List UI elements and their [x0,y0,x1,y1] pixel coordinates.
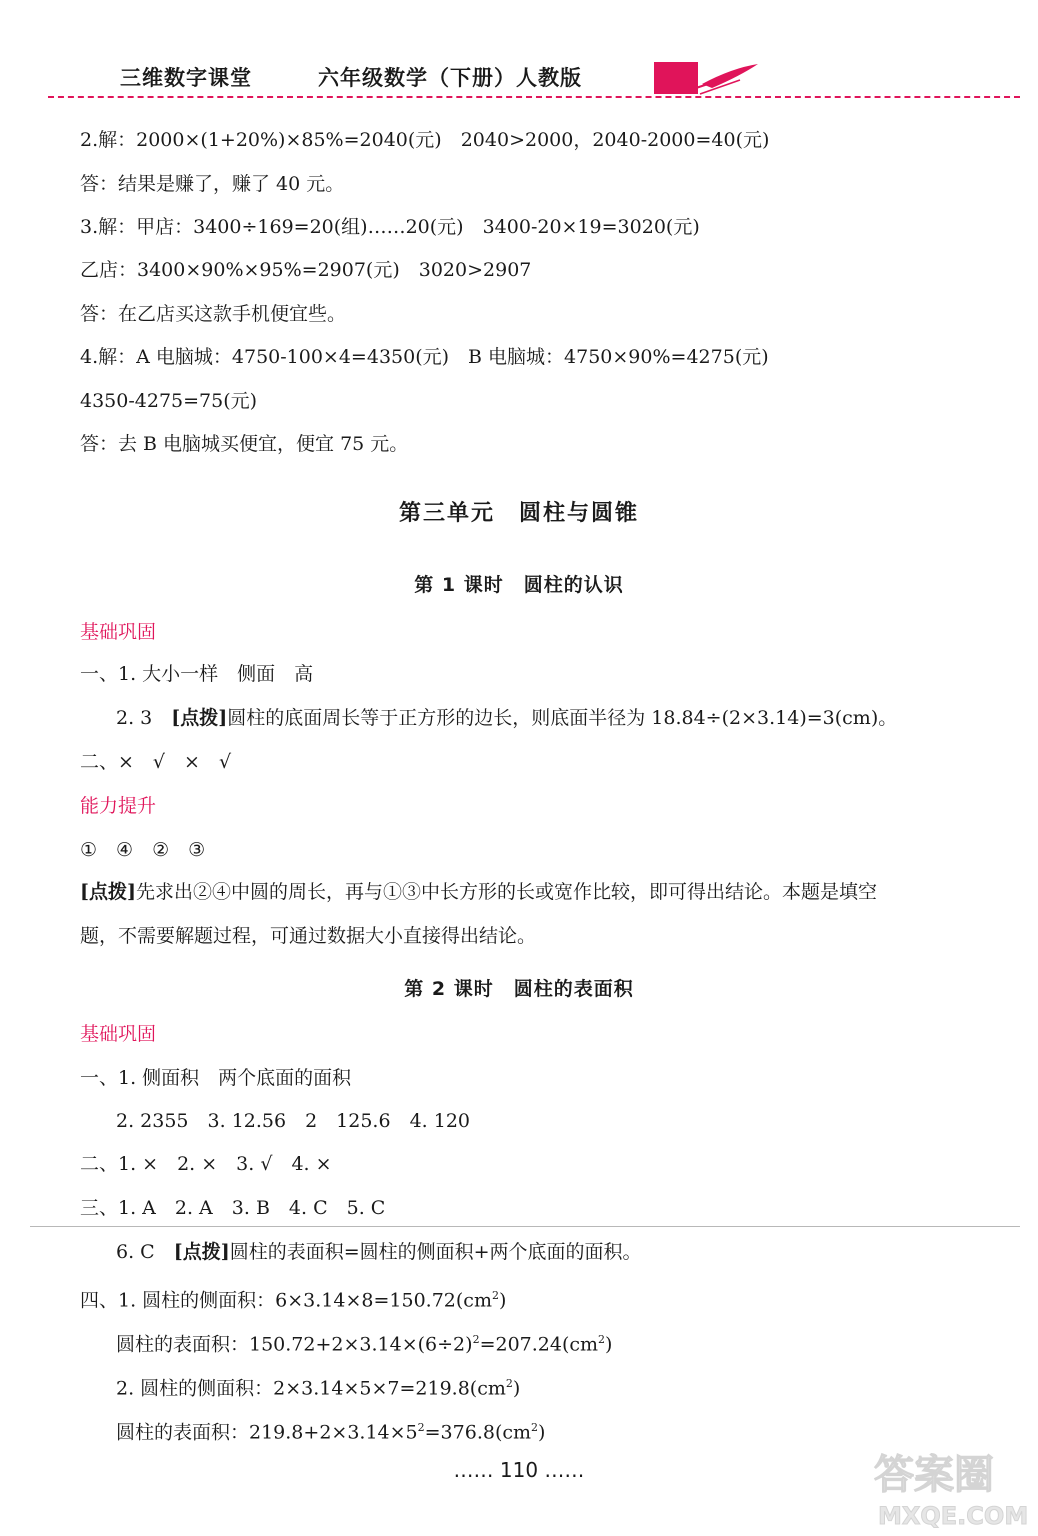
answer-line: 乙店：3400×90%×95%=2907(元) 3020>2907 [80,259,532,281]
page-header [0,0,1038,100]
answer-line: [点拨]先求出②④中圆的周长，再与①③中长方形的长或宽作比较，即可得出结论。本题是填空 [80,881,877,903]
section-heading: 基础巩固 [80,621,157,643]
scan-fold-line [30,1226,1020,1227]
watermark-logo [868,1440,1028,1532]
answer-line: 6. C [点拨]圆柱的表面积=圆柱的侧面积+两个底面的面积。 [116,1241,642,1263]
header-divider [48,96,1020,98]
answer-line: 2. 3 [点拨]圆柱的底面周长等于正方形的边长，则底面半径为 18.84÷(2×3.14)=3(cm)。 [116,707,898,729]
tip-tag: [点拨] [80,881,136,903]
answer-line: 二、× √ × √ [80,751,232,773]
answer-line: 一、1. 侧面积 两个底面的面积 [80,1067,352,1089]
lesson-title: 第 2 课时 圆柱的表面积 [404,978,634,1000]
section-heading: 能力提升 [80,795,157,817]
answer-line: 圆柱的表面积：$150.72+2\times 3.14\times(6\div 2)^2=207.24(cm^2)$ [116,1333,613,1356]
rocket-logo-icon [652,58,762,98]
answer-line: 一、1. 大小一样 侧面 高 [80,663,314,685]
answer-line: 答：结果是赚了，赚了 40 元。 [80,173,345,195]
book-title: 六年级数学（下册）人教版 [318,66,582,90]
answer-line: 2. 圆柱的侧面积：$2\times 3.14\times 5\times 7=219.8(cm^2)$ [116,1377,521,1400]
answer-line: 三、1. A 2. A 3. B 4. C 5. C [80,1197,386,1219]
svg-text:答案圈: 答案圈 [874,1452,994,1498]
answer-line: 答：去 B 电脑城买便宜，便宜 75 元。 [80,433,409,455]
svg-text:MXQE.COM: MXQE.COM [878,1502,1028,1530]
answer-line: 4350-4275=75(元) [80,390,258,412]
lesson-title: 第 1 课时 圆柱的认识 [414,574,624,596]
answer-line: 3.解：甲店：3400÷169=20(组)……20(元) 3400-20×19=3020(元) [80,216,700,238]
page-number: …… 110 …… [453,1458,585,1482]
answer-line: 圆柱的表面积：$219.8+2\times 3.14\times 5^2=376.8(cm^2)$ [116,1421,546,1444]
answer-line: 题，不需要解题过程，可通过数据大小直接得出结论。 [80,925,537,947]
answer-line: 2.解：2000×(1+20%)×85%=2040(元) 2040>2000，2040-2000=40(元) [80,129,770,151]
answer-line: 答：在乙店买这款手机便宜些。 [80,303,347,325]
answer-line: ① ④ ② ③ [80,839,206,861]
answer-line: 4.解：A 电脑城：4750-100×4=4350(元) B 电脑城：4750×90%=4275(元) [80,346,769,368]
section-heading: 基础巩固 [80,1023,157,1045]
unit-title: 第三单元 圆柱与圆锥 [398,501,639,526]
brand-title: 三维数字课堂 [120,66,252,90]
tip-tag: [点拨] [173,1241,230,1263]
tip-tag: [点拨] [171,707,228,729]
answer-line: 四、1. 圆柱的侧面积：$6\times 3.14\times 8=150.72(cm^2)$ [80,1289,507,1312]
answer-line: 二、1. × 2. × 3. √ 4. × [80,1153,332,1175]
answer-line: 2. 2355 3. 12.56 2 125.6 4. 120 [116,1110,470,1132]
